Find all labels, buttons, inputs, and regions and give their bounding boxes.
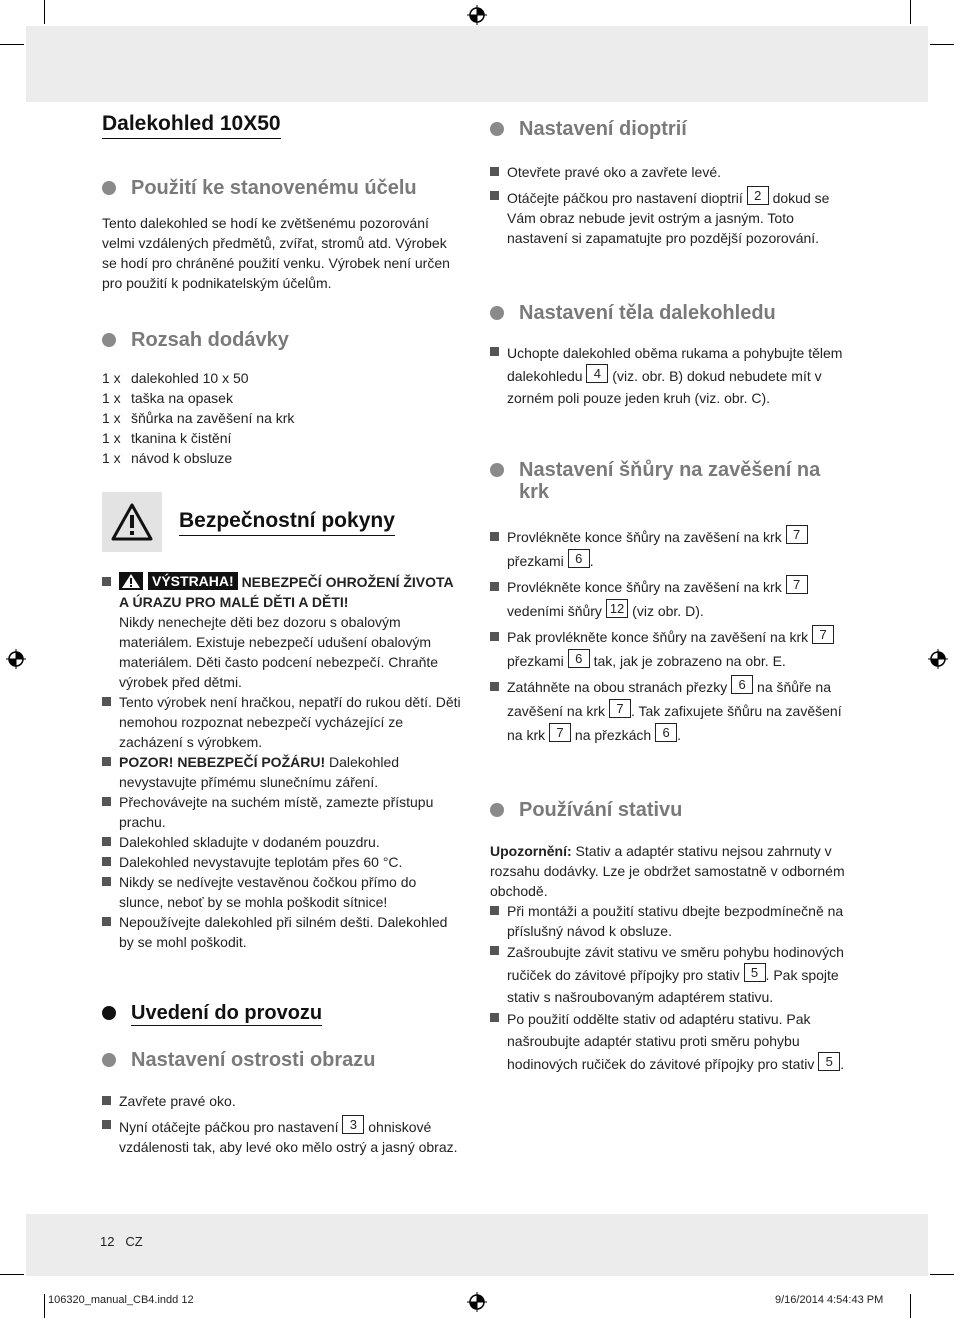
list-item: Dalekohled skladujte v dodaném pouzdru.: [102, 832, 462, 852]
list-item: [102, 572, 462, 692]
part-ref: 7: [549, 723, 571, 742]
delivery-list: [102, 368, 462, 468]
part-ref: 7: [609, 699, 631, 718]
footer-band: [26, 1214, 928, 1276]
part-ref: 5: [818, 1052, 840, 1071]
list-item: Otáčejte páčkou pro nastavení dioptrií 2 dokud se Vám obraz nebude jevit ostrým a jasným. Toto nastavení si zapamatujte pro pozdější pozorování.: [490, 186, 852, 248]
list-item: Otevřete pravé oko a zavřete levé.: [490, 162, 852, 182]
part-ref: 7: [786, 525, 808, 544]
list-item: Dalekohled nevystavujte teplotám přes 60 °C.: [102, 852, 462, 872]
safety-list: [102, 572, 462, 952]
part-ref: 7: [812, 625, 834, 644]
crop-mark: [44, 0, 45, 24]
bullet-square-icon: [490, 532, 499, 541]
bullet-dot-icon: [102, 181, 116, 195]
part-ref: 7: [786, 575, 808, 594]
bullet-square-icon: [102, 877, 111, 886]
bullet-dot-icon: [490, 306, 504, 320]
bullet-square-icon: [102, 917, 111, 926]
section-heading-intended-use: Použití ke stanovenému účelu: [102, 177, 462, 199]
list-item: Nikdy se nedívejte vestavěnou čočkou přímo do slunce, neboť by se mohla poškodit sítnice!: [102, 872, 462, 912]
page-title: Dalekohled 10X50: [102, 112, 281, 139]
safety-heading: Bezpečnostní pokyny: [179, 509, 395, 536]
warning-text: Nikdy nenechejte děti bez dozoru s obalovým materiálem. Existuje nebezpečí udušení obalovým materiálem. Děti často podcení nebezpečí. Chraňte výrobek před dětmi.: [119, 614, 439, 690]
intended-use-text: Tento dalekohled se hodí ke zvětšenému pozorování velmi vzdálených předmětů, zvířat, stromů atd. Výrobek se hodí pro chráněné použití venku. Výrobek není určen pro použití k podnikatelským účelům.: [102, 215, 450, 291]
section-heading-focus: Nastavení ostrosti obrazu: [102, 1049, 462, 1071]
list-item: Nyní otáčejte páčkou pro nastavení 3 ohniskové vzdálenosti tak, aby levé oko mělo ostrý a jasný obraz.: [102, 1115, 462, 1157]
part-ref: 6: [568, 649, 590, 668]
list-item: Provlékněte konce šňůry na zavěšení na krk 7 vedeními šňůry 12 (viz obr. D).: [490, 575, 852, 623]
crop-mark: [0, 44, 24, 45]
warning-triangle-icon: [102, 492, 162, 552]
section-heading-commissioning: Uvedení do provozu: [102, 1002, 462, 1026]
list-item: Přechovávejte na suchém místě, zamezte přístupu prachu.: [102, 792, 462, 832]
bullet-square-icon: [490, 682, 499, 691]
part-ref: 6: [655, 723, 677, 742]
part-ref: 6: [568, 549, 590, 568]
bullet-dot-icon: [102, 1006, 116, 1020]
bullet-square-icon: [490, 632, 499, 641]
bullet-square-icon: [102, 797, 111, 806]
bullet-square-icon: [102, 577, 111, 586]
warning-badge: VÝSTRAHA!: [148, 572, 238, 590]
part-ref: 12: [606, 599, 628, 618]
list-item: Uchopte dalekohled oběma rukama a pohybujte tělem dalekohledu 4 (viz. obr. B) dokud nebudete mít v zorném poli pouze jeden kruh (viz. obr. C).: [490, 342, 852, 409]
part-ref: 5: [744, 963, 766, 982]
list-item: Zatáhněte na obou stranách přezky 6 na šňůře na zavěšení na krk 7 . Tak zafixujete šňůru na zavěšení na krk 7 na přezkách 6 .: [490, 675, 852, 747]
crop-mark: [930, 1274, 954, 1275]
bullet-dot-icon: [490, 122, 504, 136]
registration-mark-icon: [928, 649, 948, 669]
list-item: 1 x tkanina k čistění: [102, 430, 232, 446]
registration-mark-icon: [467, 1292, 487, 1312]
bullet-square-icon: [490, 191, 499, 200]
list-item: Po použití oddělte stativ od adaptéru stativu. Pak našroubujte adaptér stativu proti směru pohybu hodinových ručiček do závitové přípojky pro stativ 5 .: [490, 1008, 852, 1075]
part-ref: 3: [342, 1115, 364, 1134]
list-item: Pak provlékněte konce šňůry na zavěšení na krk 7 přezkami 6 tak, jak je zobrazeno na obr. E.: [490, 625, 852, 673]
part-ref: 2: [747, 186, 769, 205]
list-item: Zašroubujte závit stativu ve směru pohybu hodinových ručiček do závitové přípojky pro stativ 5 . Pak spojte stativ s našroubovaným adaptérem stativu.: [490, 941, 852, 1008]
tripod-note: Upozornění: Stativ a adaptér stativu nejsou zahrnuty v rozsahu dodávky. Lze je obdržet samostatně v odborném obchodě.: [490, 843, 845, 899]
bullet-square-icon: [102, 1120, 111, 1129]
crop-mark: [910, 1294, 911, 1318]
bullet-square-icon: [102, 757, 111, 766]
left-column: [102, 112, 462, 1157]
strap-list: [490, 525, 852, 747]
right-column: [490, 118, 852, 1075]
language-code: CZ: [125, 1234, 143, 1249]
bullet-square-icon: [102, 1096, 111, 1105]
part-ref: 6: [731, 675, 753, 694]
registration-mark-icon: [6, 649, 26, 669]
bullet-square-icon: [490, 167, 499, 176]
crop-mark: [910, 0, 911, 24]
list-item: Zavřete pravé oko.: [102, 1091, 462, 1111]
header-band: [26, 26, 928, 102]
file-info: 106320_manual_CB4.indd 12: [48, 1294, 194, 1306]
bullet-square-icon: [490, 946, 499, 955]
list-item: 1 x dalekohled 10 x 50: [102, 370, 249, 386]
bullet-square-icon: [490, 347, 499, 356]
crop-mark: [0, 1274, 24, 1275]
bullet-square-icon: [490, 906, 499, 915]
section-heading-delivery: Rozsah dodávky: [102, 329, 462, 351]
bullet-square-icon: [490, 582, 499, 591]
list-item: 1 x taška na opasek: [102, 390, 233, 406]
bullet-dot-icon: [490, 463, 504, 477]
part-ref: 4: [586, 364, 608, 383]
list-item: Tento výrobek není hračkou, nepatří do rukou dětí. Děti nemohou rozpoznat nebezpečí vycházející ze zacházení s výrobkem.: [102, 692, 462, 752]
registration-mark-icon: [467, 5, 487, 25]
list-item: 1 x šňůrka na zavěšení na krk: [102, 410, 295, 426]
bullet-square-icon: [102, 697, 111, 706]
section-heading-body: Nastavení těla dalekohledu: [490, 302, 852, 324]
list-item: Provlékněte konce šňůry na zavěšení na krk 7 přezkami 6 .: [490, 525, 852, 573]
bullet-dot-icon: [102, 1053, 116, 1067]
list-item: Nepoužívejte dalekohled při silném dešti. Dalekohled by se mohl poškodit.: [102, 912, 462, 952]
warning-triangle-icon: [119, 572, 143, 590]
bullet-square-icon: [490, 1013, 499, 1022]
page-number: 12 CZ: [100, 1234, 143, 1249]
bullet-square-icon: [102, 857, 111, 866]
safety-heading-row: [102, 492, 462, 552]
bullet-dot-icon: [490, 803, 504, 817]
list-item: 1 x návod k obsluze: [102, 450, 233, 466]
section-heading-tripod: Používání stativu: [490, 799, 852, 821]
section-heading-diopter: Nastavení dioptrií: [490, 118, 852, 140]
section-heading-strap: Nastavení šňůry na zavěšení na krk: [490, 459, 852, 503]
print-date: 9/16/2014 4:54:43 PM: [775, 1294, 884, 1306]
crop-mark: [44, 1294, 45, 1318]
bullet-square-icon: [102, 837, 111, 846]
warning-title: NEBEZPEČÍ OHROŽENÍ ŽIVOTA A ÚRAZU PRO MALÉ DĚTI A DĚTI!: [119, 574, 454, 610]
bullet-dot-icon: [102, 333, 116, 347]
crop-mark: [930, 44, 954, 45]
list-item: POZOR! NEBEZPEČÍ POŽÁRU! Dalekohled nevystavujte přímému slunečnímu záření.: [102, 752, 462, 792]
list-item: Při montáži a použití stativu dbejte bezpodmínečně na příslušný návod k obsluze.: [490, 901, 852, 941]
